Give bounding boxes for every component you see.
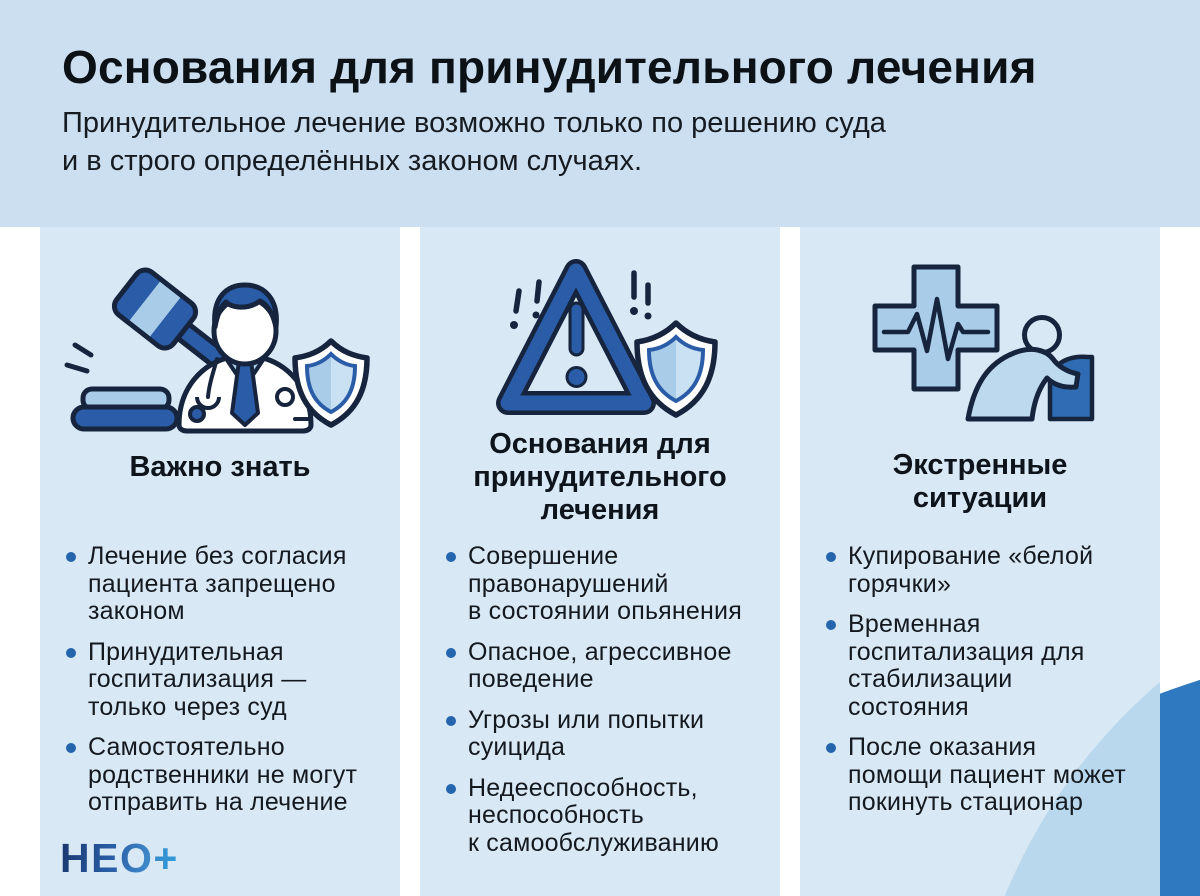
gavel-doctor-shield-icon <box>55 257 385 472</box>
list-item <box>826 611 1128 721</box>
bullet-dot <box>66 648 76 658</box>
bullet-text: Временная госпитализация для стабилизации состояния <box>848 610 1085 721</box>
bullet-dot <box>826 620 836 630</box>
bullet-dot <box>826 552 836 562</box>
card-important-to-know <box>40 227 400 896</box>
list-item <box>66 734 368 817</box>
bullet-text: Опасное, агрессивное поведение <box>468 637 732 693</box>
neo-plus-logo: НЕО+ <box>60 835 179 881</box>
list-item <box>446 639 748 694</box>
subtitle-line-1: Принудительное лечение возможно только по решению суда <box>62 107 886 139</box>
cards-row <box>40 227 1160 896</box>
bullet-text: Лечение без согласия пациента запрещено законом <box>88 542 347 625</box>
bullet-text: Угрозы или попытки суицида <box>468 705 705 761</box>
bullet-text: Принудительная госпитализация — только через суд <box>88 637 307 721</box>
card-title: Важно знать <box>129 451 311 483</box>
list-item <box>66 543 368 626</box>
bullet-list <box>66 543 368 830</box>
page-title: Основания для принудительного лечения <box>62 41 1037 93</box>
bullet-text: Самостоятельно родственники не могут отправить на лечение <box>88 733 358 816</box>
bullet-dot <box>826 743 836 753</box>
bullet-text: После оказания помощи пациент может покинуть стационар <box>848 733 1126 816</box>
card-title: Экстренные ситуации <box>892 449 1068 514</box>
page-subtitle <box>62 104 1145 180</box>
list-item <box>826 734 1128 817</box>
bullet-list <box>446 543 748 870</box>
bullet-list <box>826 543 1128 830</box>
bullet-text: Недееспособность, неспособность к самообслуживанию <box>468 773 719 857</box>
bullet-dot <box>446 552 456 562</box>
bullet-dot <box>66 552 76 562</box>
warning-triangle-shield-icon <box>440 255 760 445</box>
bullet-text: Купирование «белой горячки» <box>848 542 1094 598</box>
list-item <box>446 707 748 762</box>
bullet-dot <box>66 743 76 753</box>
bullet-dot <box>446 648 456 658</box>
header <box>0 0 1200 227</box>
list-item <box>826 543 1128 598</box>
list-item <box>446 775 748 858</box>
subtitle-line-2: и в строго определённых законом случаях. <box>62 145 643 177</box>
medical-cross-patient-icon <box>820 257 1140 447</box>
bullet-text: Совершение правонарушений в состоянии опьянения <box>468 542 742 625</box>
list-item <box>66 639 368 722</box>
card-title: Основания для принудительного лечения <box>473 428 727 526</box>
bullet-dot <box>446 716 456 726</box>
card-grounds-for-treatment <box>420 227 780 896</box>
card-emergency-situations <box>800 227 1160 896</box>
bullet-dot <box>446 784 456 794</box>
list-item <box>446 543 748 626</box>
